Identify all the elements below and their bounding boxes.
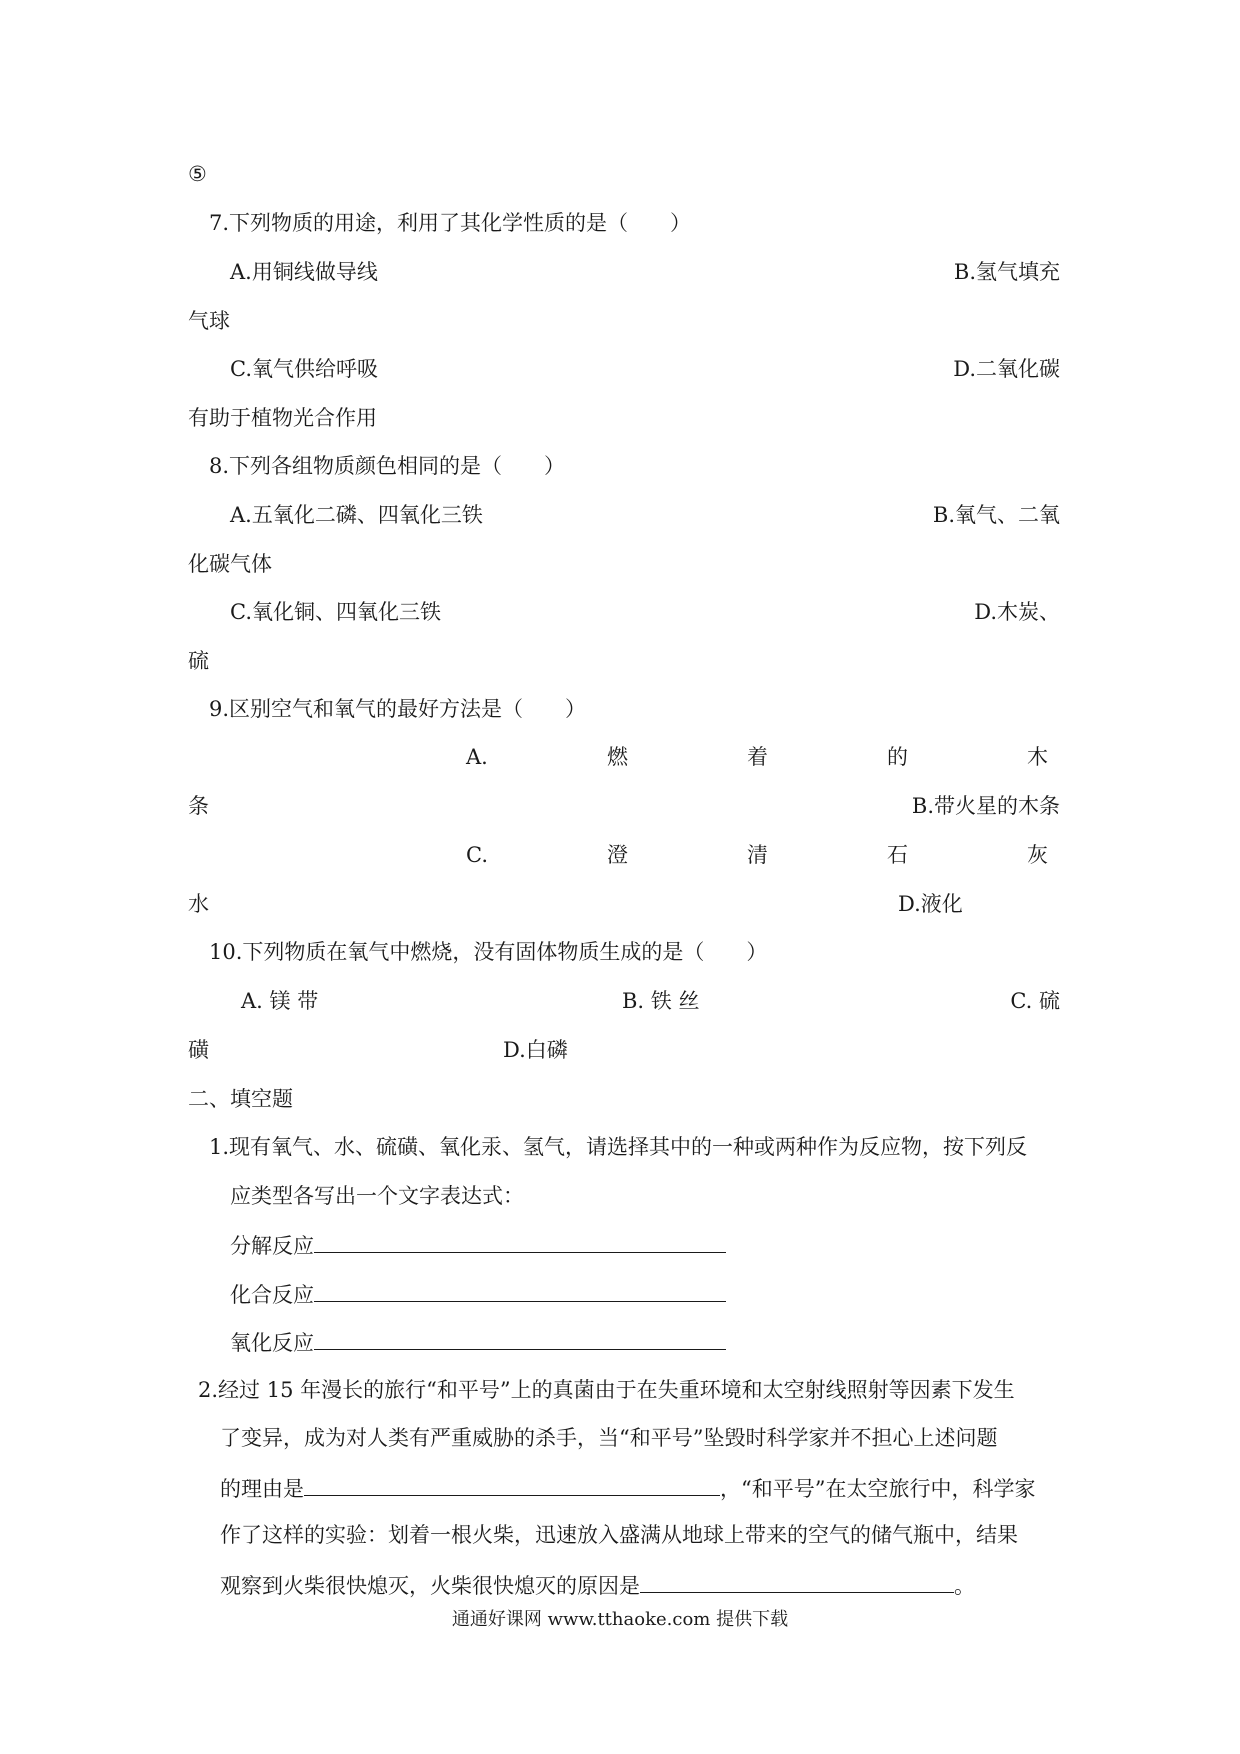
fill1-label-combination: 化合反应 [230,1283,314,1307]
q7-option-b: B.氢气填充 [953,260,1060,284]
fill2-text: 。 [954,1574,975,1598]
q7-option-a: A.用铜线做导线 [230,260,378,284]
q7-option-d: D.二氧化碳 [953,357,1060,381]
q9-option-d: D.液化 [898,892,963,916]
answer-blank[interactable] [314,1230,726,1253]
q8-option-b: B.氧气、二氧 [932,503,1060,527]
answer-blank[interactable] [304,1473,720,1496]
q9-stem: 9.区别空气和氧气的最好方法是（ ） [209,697,587,721]
q8-option-d-tail: 硫 [188,649,209,673]
q10-stem: 10.下列物质在氧气中燃烧，没有固体物质生成的是（ ） [209,940,768,964]
q10-option-a: A. 镁 带 [241,989,319,1013]
fill2-text: 的理由是 [220,1477,304,1501]
q9-option-c-char: C. [466,843,488,867]
q7-option-d-tail: 有助于植物光合作用 [188,406,377,430]
q9-option-a-char: A. [466,745,488,769]
q7-option-b-tail: 气球 [188,309,230,333]
fill1-oxidation-row [230,1327,726,1357]
answer-blank[interactable] [314,1327,726,1350]
answer-blank[interactable] [314,1279,726,1302]
q10-option-c: C. 硫 [1010,989,1060,1013]
q9-option-c-char: 清 [747,843,768,867]
q8-option-b-tail: 化碳气体 [188,552,272,576]
q9-option-a-char: 的 [887,745,908,769]
q9-option-a-char: 着 [747,745,768,769]
q9-option-c-char: 澄 [607,843,628,867]
q9-option-a-tail: 条 [188,794,209,818]
q8-stem: 8.下列各组物质颜色相同的是（ ） [209,454,566,478]
fill2-line: 2.经过 15 年漫长的旅行“和平号”上的真菌由于在失重环境和太空射线照射等因素下发生 [198,1378,1015,1402]
q8-option-d: D.木炭、 [974,600,1060,624]
fill1-label-oxidation: 氧化反应 [230,1331,314,1355]
q10-option-d: D.白磷 [503,1038,568,1062]
fill2-text: 观察到火柴很快熄灭，火柴很快熄灭的原因是 [220,1574,640,1598]
fill2-line: 作了这样的实验：划着一根火柴，迅速放入盛满从地球上带来的空气的储气瓶中，结果 [220,1523,1018,1547]
answer-blank[interactable] [640,1570,954,1593]
fill2-text: ，“和平号”在太空旅行中，科学家 [720,1477,1036,1501]
q7-stem: 7.下列物质的用途，利用了其化学性质的是（ ） [209,211,692,235]
fill1-combination-row [230,1279,726,1309]
q6-tail: ⑤ [188,162,207,186]
section-title: 二、填空题 [188,1087,293,1111]
fill1-decomposition-row [230,1230,726,1260]
fill2-cause-row [220,1570,975,1600]
q9-option-c-tail: 水 [188,892,209,916]
q8-option-c: C.氧化铜、四氧化三铁 [230,600,441,624]
fill1-line: 应类型各写出一个文字表达式： [230,1184,524,1208]
fill2-reason-row [220,1473,1035,1503]
q9-option-a-char: 燃 [607,745,628,769]
q7-option-c: C.氧气供给呼吸 [230,357,378,381]
footer-source: 通通好课网 www.tthaoke.com 提供下载 [451,1609,789,1630]
fill1-line: 1.现有氧气、水、硫磺、氧化汞、氢气，请选择其中的一种或两种作为反应物，按下列反 [209,1135,1028,1159]
q10-option-c-tail: 磺 [188,1038,209,1062]
fill2-line: 了变异，成为对人类有严重威胁的杀手，当“和平号”坠毁时科学家并不担心上述问题 [220,1426,998,1450]
q9-option-b: B.带火星的木条 [911,794,1060,818]
q9-option-c-char: 灰 [1027,843,1048,867]
q8-option-a: A.五氧化二磷、四氧化三铁 [230,503,483,527]
q9-option-a-char: 木 [1027,745,1048,769]
q9-option-c-char: 石 [887,843,908,867]
q10-option-b: B. 铁 丝 [622,989,700,1013]
fill1-label-decomposition: 分解反应 [230,1234,314,1258]
